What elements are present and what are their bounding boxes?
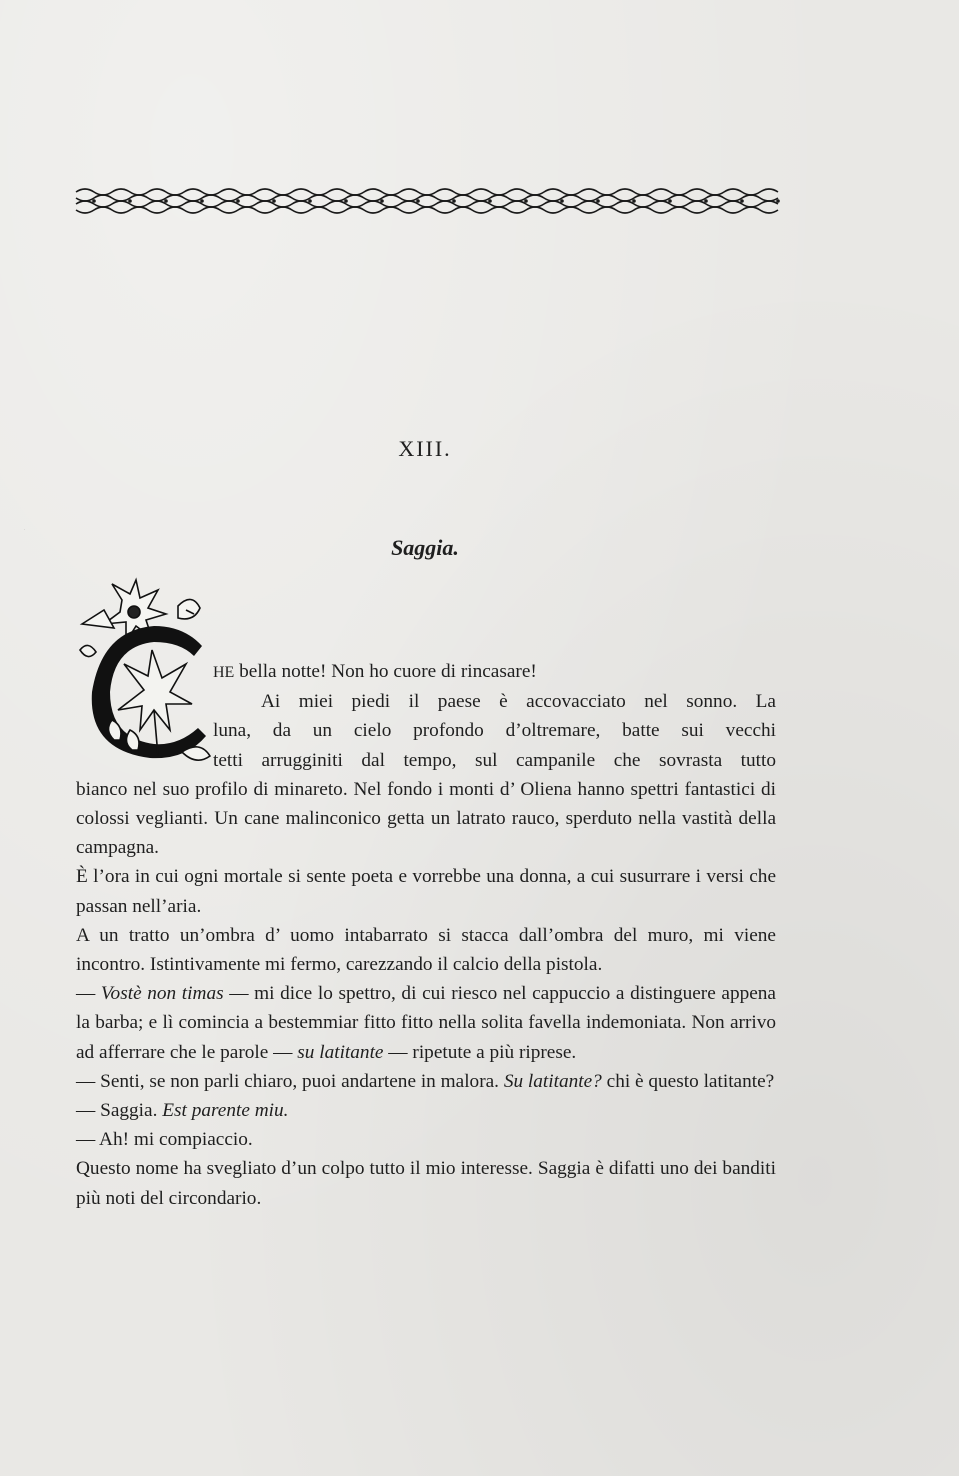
paragraph-7: — Ah! mi compiaccio. <box>76 1129 253 1151</box>
paragraph-4-italic-1: Vostè non timas <box>100 983 224 1005</box>
paragraph-8: Questo nome ha svegliato d’un colpo tutto il mio interesse. Saggia è difatti uno dei banditi più noti del circondario. <box>76 1158 776 1209</box>
paragraph-4-italic-2: su latitante <box>297 1041 384 1063</box>
opening-line-1-text: bella notte! Non ho cuore di rincasare! <box>234 661 537 682</box>
opening-line-2: Ai miei piedi il paese è accovacciato nel sonno. La <box>261 691 776 713</box>
paragraph-5-italic: Su latitante? <box>503 1070 602 1092</box>
chapter-title: Saggia. <box>391 535 459 560</box>
decorative-border-ornament <box>76 186 784 216</box>
paragraph-5-text-2: chi è questo latitante? <box>601 1070 775 1092</box>
opening-rest: bianco nel suo profilo di minareto. Nel fondo i monti d’ Oliena hanno spettri fantastici di colossi veglianti. Un cane malinconico getta un latrato rauco, sperduto nella vastità della campagna. <box>76 778 776 859</box>
paragraph-4-text-1: — mi dice lo spettro, di cui riesco nel cappuccio a distinguere appena la barba; e lì comincia a bestemmiar fitto fitto nella solita favella indemoniata. Non arrivo ad afferrare che le parole — <box>76 983 776 1063</box>
paragraph-4-text-2: — ripetute a più riprese. <box>383 1041 577 1063</box>
opening-paragraph <box>76 657 776 1213</box>
opening-small-caps: HE <box>213 664 235 681</box>
paragraph-3: A un tratto un’ombra d’ uomo intabarrato si stacca dall’ombra del muro, mi viene incontro. Istintivamente mi fermo, carezzando il calcio della pistola. <box>76 924 776 976</box>
paragraph-6-text: — Saggia. <box>76 1100 163 1122</box>
paragraph-4 <box>76 979 776 1067</box>
opening-line-3: luna, da un cielo profondo d’oltremare, batte sui vecchi <box>213 720 776 742</box>
paragraph-5 <box>76 1067 776 1096</box>
paragraph-2: È l’ora in cui ogni mortale si sente poeta e vorrebbe una donna, a cui susurrare i versi che passan nell’aria. <box>76 866 776 917</box>
drop-cap-letter: C <box>24 530 25 531</box>
paragraph-5-text-1: — Senti, se non parli chiaro, puoi andartene in malora. <box>76 1070 504 1092</box>
chapter-number: XIII. <box>398 436 452 461</box>
paragraph-6-italic: Est parente miu. <box>162 1100 289 1122</box>
paragraph-4-dash: — <box>76 983 101 1005</box>
paragraph-6 <box>76 1096 776 1125</box>
opening-line-1 <box>213 657 776 687</box>
opening-line-4: tetti arrugginiti dal tempo, sul campanile che sovrasta tutto <box>213 749 776 771</box>
